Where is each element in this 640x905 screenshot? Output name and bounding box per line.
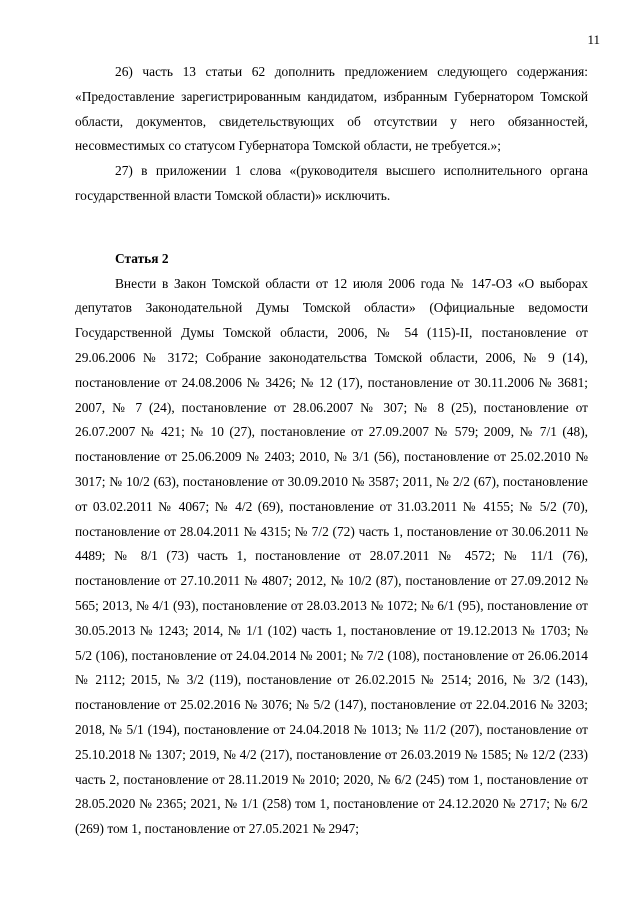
- article-heading: Статья 2: [115, 250, 169, 266]
- document-body: [75, 60, 588, 842]
- page-number: 11: [587, 32, 600, 47]
- article-paragraph: Внести в Закон Томской области от 12 июля 2006 года № 147-ОЗ «О выборах депутатов Законодательной Думы Томской области» (Официальные ведомости Государственной Думы Томской области, 2006, № 54 (115)-II, постановление от 29.06.2006 № 3172; Собрание законодательства Томской области, 2006, № 9 (14), постановление от 24.08.2006 № 3426; № 12 (17), постановление от 30.11.2006 № 3681; 2007, № 7 (24), постановление от 28.06.2007 № 307; № 8 (25), постановление от 26.07.2007 № 421; № 10 (27), постановление от 27.09.2007 № 579; 2009, № 7/1 (48), постановление от 25.06.2009 № 2403; 2010, № 3/1 (56), постановление от 25.02.2010 № 3017; № 10/2 (63), постановление от 30.09.2010 № 3587; 2011, № 2/2 (67), постановление от 03.02.2011 № 4067; № 4/2 (69), постановление от 31.03.2011 № 4155; № 5/2 (70), постановление от 28.04.2011 № 4315; № 7/2 (72) часть 1, постановление от 30.06.2011 № 4489; № 8/1 (73) часть 1, постановление от 28.07.2011 № 4572; № 11/1 (76), постановление от 27.10.2011 № 4807; 2012, № 10/2 (87), постановление от 27.09.2012 № 565; 2013, № 4/1 (93), постановление от 28.03.2013 № 1072; № 6/1 (95), постановление от 30.05.2013 № 1243; 2014, № 1/1 (102) часть 1, постановление от 19.12.2013 № 1703; № 5/2 (106), постановление от 24.04.2014 № 2001; № 7/2 (108), постановление от 26.06.2014 № 2112; 2015, № 3/2 (119), постановление от 26.02.2015 № 2514; 2016, № 3/2 (143), постановление от 25.02.2016 № 3076; № 5/2 (147), постановление от 22.04.2016 № 3203; 2018, № 5/1 (194), постановление от 24.04.2018 № 1013; № 11/2 (207), постановление от 25.10.2018 № 1307; 2019, № 4/2 (217), постановление от 26.03.2019 № 1585; № 12/2 (233) часть 2, постановление от 28.11.2019 № 2010; 2020, № 6/2 (245) том 1, постановление от 28.05.2020 № 2365; 2021, № 1/1 (258) том 1, постановление от 24.12.2020 № 2717; № 6/2 (269) том 1, постановление от 27.05.2021 № 2947;: [75, 275, 588, 837]
- paragraph-item-26: 26) часть 13 статьи 62 дополнить предложением следующего содержания: «Предоставление зарегистрированным кандидатом, избранным Губернатором Томской области, документов, свидетельствующих об отсутствии у него обязанностей, несовместимых со статусом Губернатора Томской области, не требуется.»;: [75, 64, 588, 154]
- section-gap: [75, 209, 588, 247]
- paragraph-item-27: 27) в приложении 1 слова «(руководителя высшего исполнительного органа государственной власти Томской области)» исключить.: [75, 163, 588, 203]
